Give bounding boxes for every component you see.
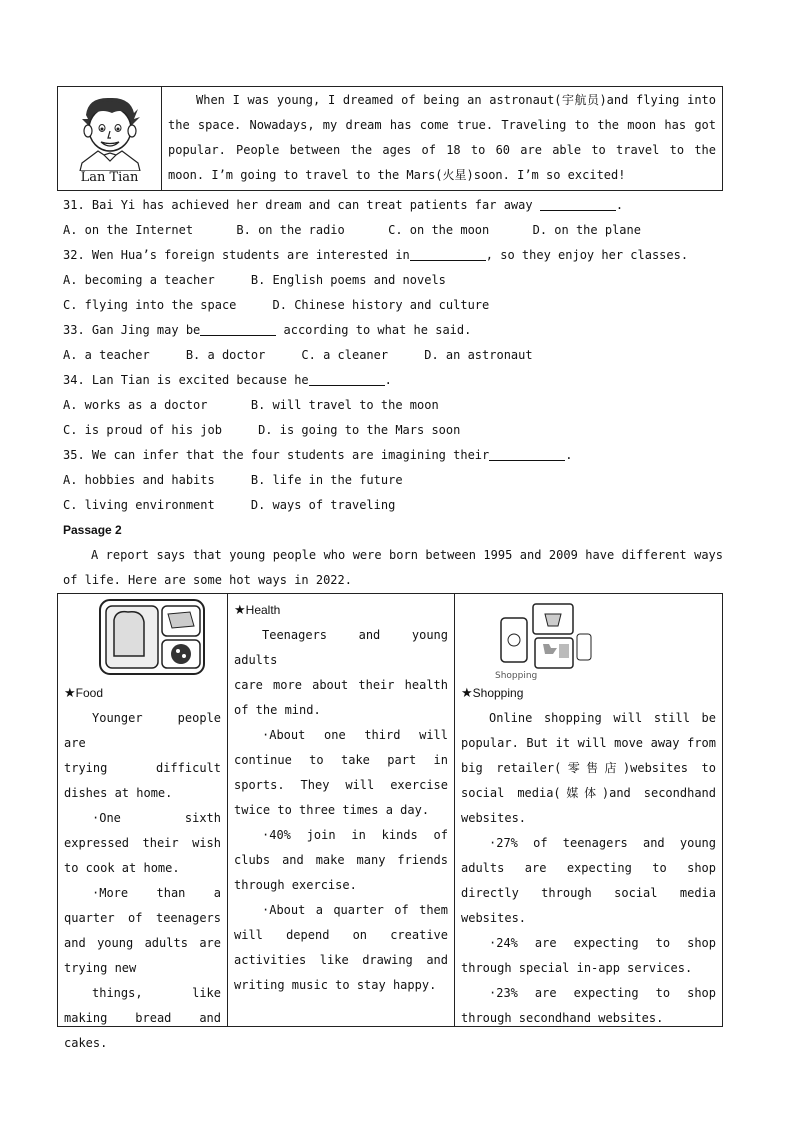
shopping-line: social media(媒体)and secondhand: [461, 786, 716, 800]
health-line: ·40% join in kinds of: [262, 828, 448, 842]
food-line: expressed their wish: [64, 836, 221, 850]
food-line: ·One sixth: [92, 811, 221, 825]
question-32: [63, 243, 723, 318]
question-options: A. a teacher B. a doctor C. a cleaner D. an astronaut: [63, 348, 533, 362]
shopping-line: adults are expecting to shop: [461, 861, 716, 875]
question-options: C. living environment D. ways of traveling: [63, 498, 396, 512]
question-stem: 35. We can infer that the four students are imagining their: [63, 448, 490, 462]
answer-blank[interactable]: [489, 446, 565, 461]
shopping-heading-text: Shopping: [472, 686, 524, 700]
question-33: [63, 318, 723, 368]
shopping-line: ·27% of teenagers and young: [489, 836, 716, 850]
health-column: [228, 594, 455, 1026]
lunchbox-icon: [98, 598, 208, 678]
question-options: A. on the Internet B. on the radio C. on the moon D. on the plane: [63, 223, 641, 237]
question-stem-end: according to what he said.: [276, 323, 472, 337]
lantian-portrait: [58, 87, 162, 190]
lantian-passage: [162, 87, 722, 190]
health-line: of the mind.: [234, 703, 321, 717]
food-line: things, like: [92, 986, 221, 1000]
question-options: A. hobbies and habits B. life in the future: [63, 473, 403, 487]
question-options: C. is proud of his job D. is going to the Mars soon: [63, 423, 461, 437]
health-line: activities like drawing and: [234, 953, 448, 967]
health-line: Teenagers and young adults: [234, 628, 448, 667]
shopping-line: websites.: [461, 811, 527, 825]
question-stem-end: .: [615, 198, 624, 212]
shopping-line: big retailer(零售店)websites to: [461, 761, 716, 775]
health-line: continue to take part in: [234, 753, 448, 767]
question-options: A. becoming a teacher B. English poems and novels: [63, 273, 446, 287]
question-options: A. works as a doctor B. will travel to the moon: [63, 398, 439, 412]
health-line: sports. They will exercise: [234, 778, 448, 792]
star-icon: ★: [461, 685, 473, 700]
question-stem: 34. Lan Tian is excited because he: [63, 373, 309, 387]
shopping-line: popular. But it will move away from: [461, 736, 716, 750]
health-line: clubs and make many friends: [234, 853, 448, 867]
health-text: [234, 623, 448, 998]
shopping-line: through special in-app services.: [461, 961, 693, 975]
shopping-line: ·24% are expecting to shop: [489, 936, 716, 950]
question-list: [63, 193, 723, 518]
passage-title: Passage 2: [63, 523, 122, 537]
food-heading: [64, 680, 221, 706]
question-stem-end: , so they enjoy her classes.: [485, 248, 689, 262]
lantian-text: When I was young, I dreamed of being an astronaut(宇航员)and flying into the space. Nowadays, my dream has come true. Traveling to the moon has got popular. People between the ages of 18 to 60 are able to travel to the moon. I’m going to travel to the Mars(火星)soon. I’m so excited!: [168, 93, 716, 182]
lantian-name: Lan Tian: [80, 170, 139, 185]
shopping-line: websites.: [461, 911, 527, 925]
shopping-text: [461, 706, 716, 1031]
health-heading: [234, 597, 448, 623]
question-stem: 31. Bai Yi has achieved her dream and can treat patients far away: [63, 198, 540, 212]
question-stem-end: .: [384, 373, 392, 387]
food-line: dishes at home.: [64, 786, 173, 800]
answer-blank[interactable]: [410, 246, 486, 261]
lifestyle-table: [57, 593, 723, 1050]
star-icon: ★: [64, 685, 76, 700]
lantian-box: [57, 86, 723, 191]
food-line: trying difficult: [64, 761, 221, 775]
food-heading-text: Food: [75, 686, 104, 700]
question-34: [63, 368, 723, 443]
answer-blank[interactable]: [309, 371, 385, 386]
question-31: [63, 193, 723, 243]
health-line: through exercise.: [234, 878, 357, 892]
shopping-line: ·23% are expecting to shop: [489, 986, 716, 1000]
food-line: to cook at home.: [64, 861, 180, 875]
food-line: Younger people are: [64, 711, 221, 750]
health-line: ·About a quarter of them: [262, 903, 448, 917]
answer-blank[interactable]: [540, 196, 616, 211]
health-line: care more about their health: [234, 678, 448, 692]
question-stem: 32. Wen Hua’s foreign students are interested in: [63, 248, 410, 262]
food-text: [64, 706, 221, 1056]
food-line: quarter of teenagers: [64, 911, 221, 925]
shopping-icon: [491, 600, 601, 682]
shopping-column: [455, 594, 722, 1026]
shopping-line: directly through social media: [461, 886, 716, 900]
food-line: trying new: [64, 961, 137, 975]
health-line: will depend on creative: [234, 928, 448, 942]
shopping-heading: [461, 680, 716, 706]
star-icon: ★: [234, 602, 246, 617]
shopping-image-caption: Shopping: [495, 671, 538, 681]
health-line: ·About one third will: [262, 728, 448, 742]
shopping-image: [461, 594, 716, 680]
answer-blank[interactable]: [200, 321, 276, 336]
health-line: twice to three times a day.: [234, 803, 430, 817]
shopping-line: through secondhand websites.: [461, 1011, 664, 1025]
boy-face-icon: [68, 93, 152, 171]
health-line: writing music to stay happy.: [234, 978, 437, 992]
health-heading-text: Health: [245, 603, 281, 617]
question-stem-end: .: [565, 448, 573, 462]
question-35: [63, 443, 723, 518]
passage-intro: A report says that young people who were born between 1995 and 2009 have different ways of life. Here are some hot ways in 2022.: [63, 548, 723, 587]
worksheet-page: [57, 86, 723, 1050]
question-stem: 33. Gan Jing may be: [63, 323, 201, 337]
food-line: ·More than a: [92, 886, 221, 900]
food-line: and young adults are: [64, 936, 221, 950]
food-line: making bread and: [64, 1011, 221, 1025]
shopping-line: Online shopping will still be: [489, 711, 716, 725]
food-column: [58, 594, 228, 1050]
question-options: C. flying into the space D. Chinese history and culture: [63, 298, 490, 312]
food-line: cakes.: [64, 1036, 108, 1050]
lunchbox-image: [64, 594, 221, 680]
